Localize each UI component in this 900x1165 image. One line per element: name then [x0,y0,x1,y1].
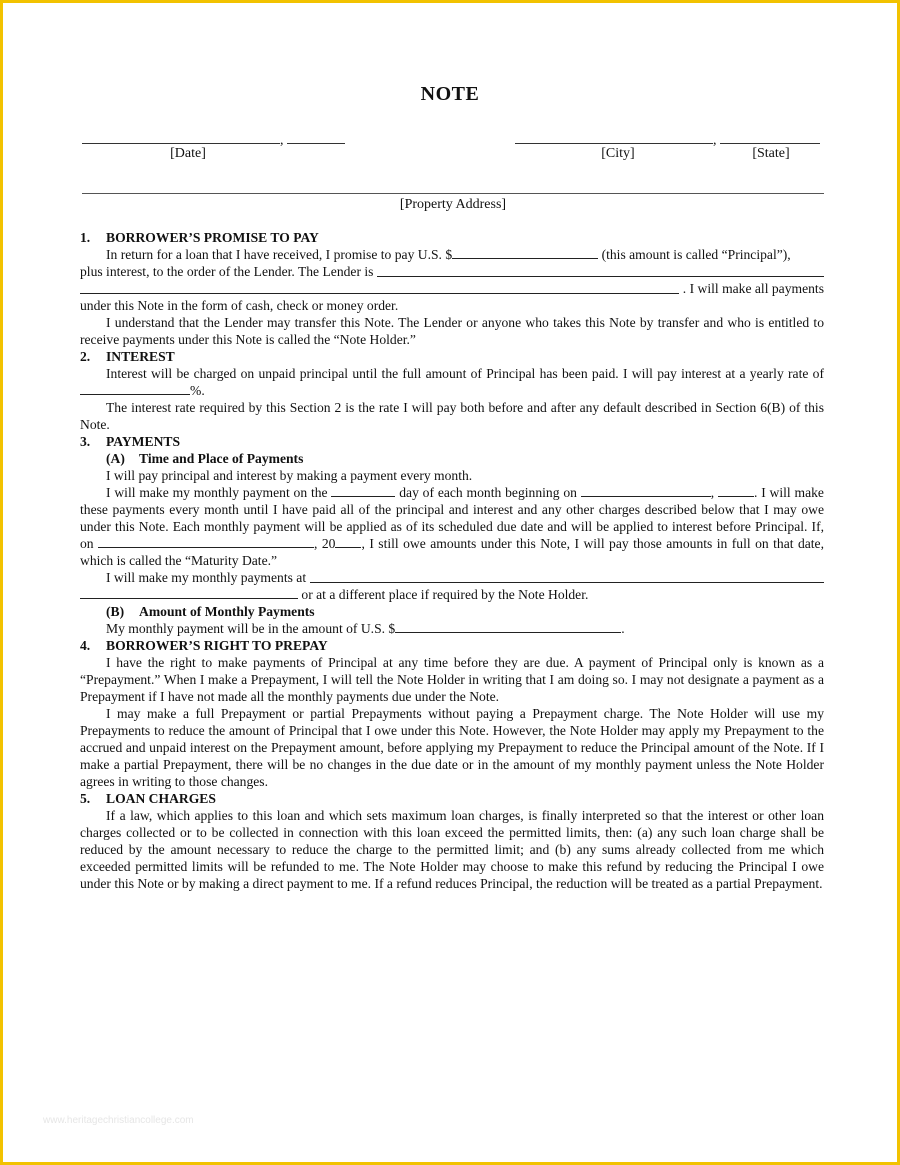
section-3-heading: 3. PAYMENTS [80,434,181,449]
section-2-para-1: Interest will be charged on unpaid principal until the full amount of Principal has been paid. I will pay interest at a yearly rate of %. [80,365,824,399]
date-comma: , [280,133,284,148]
watermark: www.heritagechristiancollege.com [43,1115,194,1126]
section-3b-heading: (B) Amount of Monthly Payments [106,604,315,619]
first-payment-date-blank[interactable] [581,484,711,497]
payment-place-blank[interactable] [310,570,824,583]
city-label: [City] [601,146,635,161]
principal-amount-blank[interactable] [452,246,598,259]
note-body [80,229,824,892]
document-title: NOTE [420,83,480,105]
state-label: [State] [752,146,790,161]
payment-place-row-2: or at a different place if required by the Note Holder. [80,586,824,603]
state-blank[interactable] [720,129,820,144]
section-5-para-1: If a law, which applies to this loan and which sets maximum loan charges, is finally interpreted so that the interest or other loan charges collected or to be collected in connection with this loan exceed the permitted limits, then: (a) any such loan charge shall be reduced by the amount necessary to reduce the charge to the permitted limit; and (b) any sums already collected from me which exceeded permitted limits will be refunded to me. The Note Holder may choose to make this refund by reducing the Principal I owe under this Note or by making a direct payment to me. If a refund reduces Principal, the reduction will be treated as a partial Prepayment. [80,808,824,891]
section-3a-para-1: I will pay principal and interest by making a payment every month. [106,468,473,483]
section-3a-para-2: I will make my monthly payment on the day of each month beginning on , . I will make these payments every month until I have paid all of the principal and interest and any other charges described below that I may owe under this Note. Each monthly payment will be applied as of its scheduled due date and will be applied to interest before Principal. If, on , 20 , I still owe amounts under this Note, I will pay those amounts in full on that date, which is called the “Maturity Date.” [80,485,824,568]
first-payment-year-blank[interactable] [718,484,754,497]
city-blank[interactable] [515,129,713,144]
lender-name-row-2: . I will make all payments [80,280,824,297]
property-address-blank[interactable] [82,193,824,194]
section-2-heading: 2. INTEREST [80,349,175,364]
section-4-para-1: I have the right to make payments of Principal at any time before they are due. A payment of Principal only is known as a “Prepayment.” When I make a Prepayment, I will tell the Note Holder in writing that I am doing so. I may not designate a payment as a Prepayment if I have not made all the monthly payments due under the Note. [80,655,824,704]
lender-name-row: plus interest, to the order of the Lender. The Lender is [80,263,824,280]
interest-rate-blank[interactable] [80,382,190,395]
section-1-heading: 1. BORROWER’S PROMISE TO PAY [80,230,319,245]
payment-day-blank[interactable] [331,484,395,497]
maturity-date-blank[interactable] [98,535,314,548]
section-4-heading: 4. BORROWER’S RIGHT TO PREPAY [80,638,328,653]
section-1-para-2: I understand that the Lender may transfer this Note. The Lender or anyone who takes this Note by transfer and who is entitled to receive payments under this Note is called the “Note Holder.” [80,315,824,347]
date-blank[interactable] [82,129,280,144]
date-label: [Date] [170,146,206,161]
lender-name-blank[interactable] [377,264,824,277]
section-3b-para-1: My monthly payment will be in the amount of U.S. $ . [106,621,625,636]
property-address-label: [Property Address] [399,197,507,212]
payment-place-row: I will make my monthly payments at [80,569,824,586]
section-3a-heading: (A) Time and Place of Payments [106,451,304,466]
payment-place-blank-2[interactable] [80,586,298,599]
section-5-heading: 5. LOAN CHARGES [80,791,216,806]
section-2-para-2: The interest rate required by this Section 2 is the rate I will pay both before and after any default described in Section 6(B) of this Note. [80,400,824,432]
city-comma: , [713,133,717,148]
year-blank[interactable] [287,129,345,144]
monthly-payment-blank[interactable] [395,620,621,633]
maturity-year-blank[interactable] [335,535,361,548]
section-1-para-1: In return for a loan that I have received, I promise to pay U.S. $ (this amount is called “Principal”), [106,247,791,262]
section-4-para-2: I may make a full Prepayment or partial Prepayments without paying a Prepayment charge. The Note Holder will use my Prepayments to reduce the amount of Principal that I owe under this Note. However, the Note Holder may apply my Prepayment to the accrued and unpaid interest on the Prepayment amount, before applying my Prepayment to reduce the Principal amount of the Note. If I make a partial Prepayment, there will be no changes in the due date or in the amount of my monthly payment unless the Note Holder agrees in writing to those changes. [80,706,824,789]
section-1-para-1-end: under this Note in the form of cash, check or money order. [80,298,399,313]
lender-name-blank-2[interactable] [80,281,679,294]
